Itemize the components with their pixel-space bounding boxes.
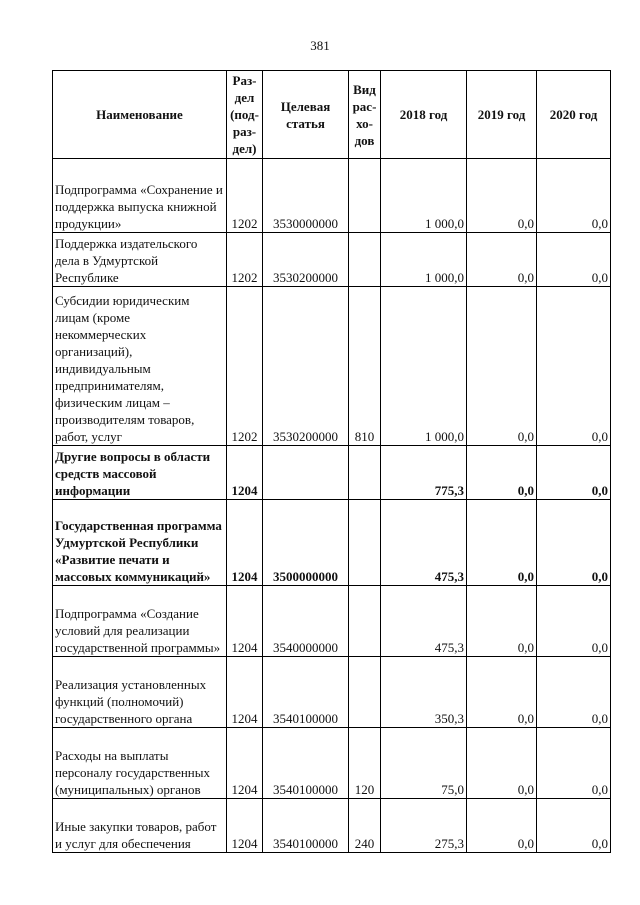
cell-2020: 0,0: [537, 586, 611, 657]
cell-vid: 810: [349, 287, 381, 446]
cell-vid: [349, 159, 381, 233]
cell-statya: 3540100000: [263, 728, 349, 799]
cell-statya: 3530200000: [263, 287, 349, 446]
cell-statya: 3540000000: [263, 586, 349, 657]
header-2019: 2019 год: [467, 71, 537, 159]
cell-2019: 0,0: [467, 446, 537, 500]
table-row: [53, 500, 611, 586]
cell-2020: 0,0: [537, 728, 611, 799]
cell-razdel: 1202: [227, 287, 263, 446]
header-statya: Целевая статья: [263, 71, 349, 159]
cell-2018: 475,3: [381, 500, 467, 586]
cell-2020: 0,0: [537, 159, 611, 233]
cell-2019: 0,0: [467, 500, 537, 586]
cell-statya: 3540100000: [263, 657, 349, 728]
cell-name: Субсидии юридическим лицам (кроме некоммерческих организаций), индивидуальным предпринимателям, физическим лицам – производителям товаров, работ, услуг: [53, 287, 227, 446]
table-row: [53, 287, 611, 446]
cell-vid: [349, 657, 381, 728]
cell-2020: 0,0: [537, 446, 611, 500]
cell-name: Расходы на выплаты персоналу государственных (муниципальных) органов: [53, 728, 227, 799]
table-row: [53, 446, 611, 500]
cell-name: Подпрограмма «Сохранение и поддержка выпуска книжной продукции»: [53, 159, 227, 233]
cell-statya: 3530200000: [263, 233, 349, 287]
cell-razdel: 1204: [227, 799, 263, 853]
table-row: [53, 799, 611, 853]
cell-2018: 75,0: [381, 728, 467, 799]
cell-vid: [349, 446, 381, 500]
table-row: [53, 233, 611, 287]
cell-name: Государственная программа Удмуртской Республики «Развитие печати и массовых коммуникаций»: [53, 500, 227, 586]
cell-razdel: 1204: [227, 657, 263, 728]
cell-2019: 0,0: [467, 233, 537, 287]
cell-2018: 1 000,0: [381, 287, 467, 446]
cell-vid: [349, 586, 381, 657]
cell-razdel: 1202: [227, 159, 263, 233]
cell-2020: 0,0: [537, 500, 611, 586]
cell-name: Подпрограмма «Создание условий для реализации государственной программы»: [53, 586, 227, 657]
table-row: [53, 586, 611, 657]
cell-2020: 0,0: [537, 799, 611, 853]
cell-vid: [349, 500, 381, 586]
cell-2019: 0,0: [467, 287, 537, 446]
cell-razdel: 1204: [227, 500, 263, 586]
cell-2019: 0,0: [467, 728, 537, 799]
cell-2018: 775,3: [381, 446, 467, 500]
cell-vid: 240: [349, 799, 381, 853]
cell-razdel: 1204: [227, 728, 263, 799]
header-name: Наименование: [53, 71, 227, 159]
cell-name: Поддержка издательского дела в Удмуртской Республике: [53, 233, 227, 287]
cell-name: Другие вопросы в области средств массовой информации: [53, 446, 227, 500]
header-row: [53, 71, 611, 159]
cell-2020: 0,0: [537, 233, 611, 287]
cell-2018: 1 000,0: [381, 159, 467, 233]
cell-2018: 475,3: [381, 586, 467, 657]
cell-statya: 3540100000: [263, 799, 349, 853]
page-number: 381: [310, 38, 330, 53]
cell-name: Реализация установленных функций (полномочий) государственного органа: [53, 657, 227, 728]
cell-2018: 1 000,0: [381, 233, 467, 287]
cell-razdel: 1204: [227, 586, 263, 657]
budget-table: [52, 70, 611, 853]
table-row: [53, 657, 611, 728]
cell-name: Иные закупки товаров, работ и услуг для обеспечения: [53, 799, 227, 853]
cell-vid: 120: [349, 728, 381, 799]
cell-statya: 3500000000: [263, 500, 349, 586]
cell-2020: 0,0: [537, 287, 611, 446]
cell-2018: 350,3: [381, 657, 467, 728]
table-row: [53, 159, 611, 233]
cell-2019: 0,0: [467, 799, 537, 853]
header-2018: 2018 год: [381, 71, 467, 159]
cell-statya: [263, 446, 349, 500]
cell-vid: [349, 233, 381, 287]
table-row: [53, 728, 611, 799]
cell-2019: 0,0: [467, 159, 537, 233]
header-razdel: Раз- дел (под- раз- дел): [227, 71, 263, 159]
cell-2018: 275,3: [381, 799, 467, 853]
cell-2019: 0,0: [467, 657, 537, 728]
cell-razdel: 1202: [227, 233, 263, 287]
cell-2019: 0,0: [467, 586, 537, 657]
table-body: [53, 159, 611, 853]
cell-2020: 0,0: [537, 657, 611, 728]
header-2020: 2020 год: [537, 71, 611, 159]
cell-statya: 3530000000: [263, 159, 349, 233]
header-vid: Вид рас- хо- дов: [349, 71, 381, 159]
cell-razdel: 1204: [227, 446, 263, 500]
